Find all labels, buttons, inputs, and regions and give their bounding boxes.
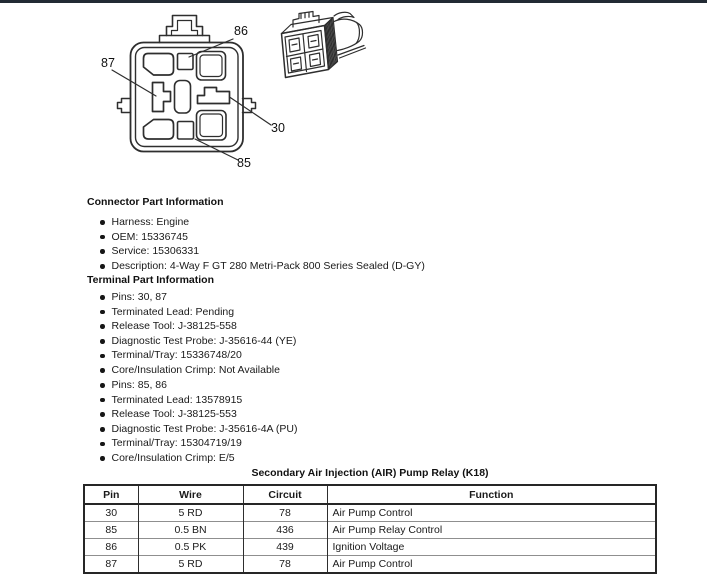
terminal-info-list-2 <box>99 378 297 466</box>
left-ear <box>118 99 131 113</box>
list-item: Terminated Lead: Pending <box>99 305 296 320</box>
cell-function: Ignition Voltage <box>327 539 656 556</box>
table-header-row <box>84 485 656 504</box>
terminal-info-heading: Terminal Part Information <box>87 274 214 286</box>
cell-circuit: 436 <box>243 522 327 539</box>
column-header-wire: Wire <box>138 485 243 504</box>
cavity-87 <box>153 83 171 112</box>
boot-endcap <box>356 23 359 44</box>
cell-function: Air Pump Control <box>327 504 656 522</box>
cavity-30 <box>198 88 230 104</box>
cavity-bottom-left <box>144 120 174 140</box>
terminal-info-list-1 <box>99 290 296 378</box>
pin-label-30: 30 <box>271 121 285 135</box>
list-item: Diagnostic Test Probe: J-35616-44 (YE) <box>99 334 296 349</box>
cell-wire: 5 RD <box>138 504 243 522</box>
table-title: Secondary Air Injection (AIR) Pump Relay (K18) <box>251 467 489 479</box>
leader-line-85 <box>195 139 238 160</box>
cavity-85 <box>178 122 194 140</box>
list-item: Diagnostic Test Probe: J-35616-4A (PU) <box>99 422 297 437</box>
list-item: Terminal/Tray: 15304719/19 <box>99 436 297 451</box>
cell-wire: 5 RD <box>138 556 243 574</box>
cell-pin: 30 <box>84 504 138 522</box>
column-header-circuit: Circuit <box>243 485 327 504</box>
cell-pin: 86 <box>84 539 138 556</box>
cell-function: Air Pump Control <box>327 556 656 574</box>
cavity-bottom-right-inner <box>200 114 223 137</box>
connector-diagram <box>0 0 707 190</box>
list-item: Terminal/Tray: 15336748/20 <box>99 348 296 363</box>
cell-wire: 0.5 BN <box>138 522 243 539</box>
table-row <box>84 556 656 574</box>
table-row <box>84 539 656 556</box>
list-item: Core/Insulation Crimp: Not Available <box>99 363 296 378</box>
cell-pin: 87 <box>84 556 138 574</box>
cell-circuit: 78 <box>243 556 327 574</box>
latch-base <box>160 36 210 43</box>
top-small-cylinder <box>334 12 354 19</box>
list-item: OEM: 15336745 <box>99 230 425 245</box>
pin-label-86: 86 <box>234 24 248 38</box>
connector-info-heading: Connector Part Information <box>87 196 224 208</box>
cavity-center <box>175 81 191 114</box>
pin-label-87: 87 <box>101 56 115 70</box>
cell-circuit: 439 <box>243 539 327 556</box>
cavity-top-right-inner <box>200 55 222 77</box>
list-item: Pins: 85, 86 <box>99 378 297 393</box>
list-item: Service: 15306331 <box>99 244 425 259</box>
table-row <box>84 504 656 522</box>
latch-inner <box>172 21 198 36</box>
list-item: Description: 4-Way F GT 280 Metri-Pack 800 Series Sealed (D-GY) <box>99 259 425 274</box>
cell-circuit: 78 <box>243 504 327 522</box>
list-item: Terminated Lead: 13578915 <box>99 393 297 408</box>
leader-line-30 <box>230 97 272 125</box>
connector-info-list <box>99 215 425 273</box>
cell-pin: 85 <box>84 522 138 539</box>
list-item: Harness: Engine <box>99 215 425 230</box>
leader-line-87 <box>112 70 156 96</box>
list-item: Pins: 30, 87 <box>99 290 296 305</box>
table-row <box>84 522 656 539</box>
relay-pinout-table <box>83 484 657 574</box>
cell-wire: 0.5 PK <box>138 539 243 556</box>
list-item: Core/Insulation Crimp: E/5 <box>99 451 297 466</box>
cell-function: Air Pump Relay Control <box>327 522 656 539</box>
column-header-pin: Pin <box>84 485 138 504</box>
column-header-function: Function <box>327 485 656 504</box>
pin-label-85: 85 <box>237 156 251 170</box>
list-item: Release Tool: J-38125-553 <box>99 407 297 422</box>
cavity-top-left <box>144 54 174 76</box>
list-item: Release Tool: J-38125-558 <box>99 319 296 334</box>
connector-3d-view <box>282 12 366 78</box>
top-latch <box>293 12 319 28</box>
